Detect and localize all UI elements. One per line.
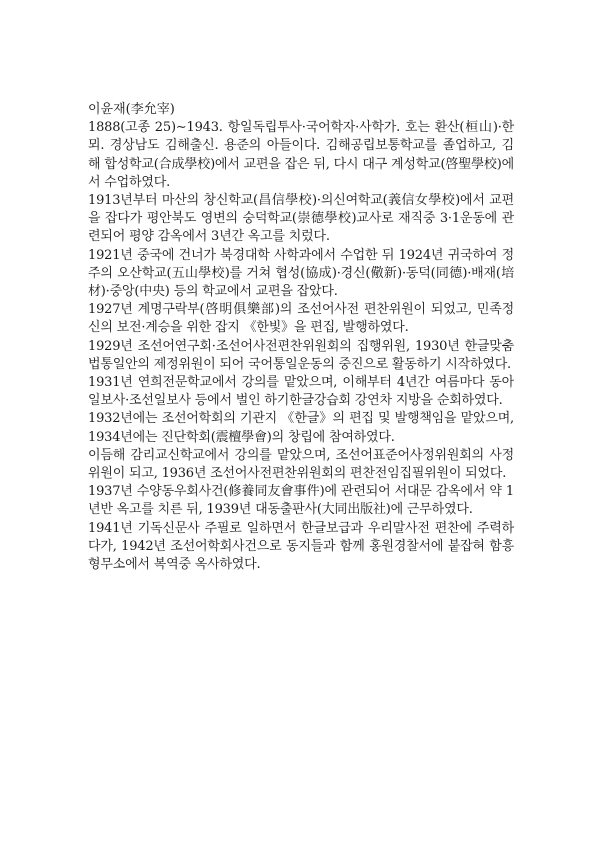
paragraph-1: 1888(고종 25)∼1943. 항일독립투사·국어학자·사학가. 호는 환산(桓山)·한뫼. 경상남도 김해출신. 용준의 아들이다. 김해공립보통학교를 졸업하고, 김해 합성학교(合成學校)에서 교편을 잡은 뒤, 다시 대구 계성학교(啓聖學校)에서 수업하였다. [88, 120, 514, 190]
paragraph-9: 1937년 수양동우회사건(修養同友會事件)에 관련되어 서대문 감옥에서 약 1년반 옥고를 치른 뒤, 1939년 대동출판사(大同出版社)에 근무하였다. [88, 484, 514, 518]
paragraph-3: 1921년 중국에 건너가 북경대학 사학과에서 수업한 뒤 1924년 귀국하여 정주의 오산학교(五山學校)를 거쳐 협성(協成)·경신(儆新)·동덕(同德)·배재(培材)·중앙(中央) 등의 학교에서 교편을 잡았다. [88, 247, 514, 300]
document-title: 이윤재(李允宰) [88, 102, 175, 117]
paragraph-2: 1913년부터 마산의 창신학교(昌信學校)·의신여학교(義信女學校)에서 교편을 잡다가 평안북도 영변의 숭덕학교(崇德學校)교사로 재직중 3·1운동에 관련되어 평양 감옥에서 3년간 옥고를 치렀다. [88, 193, 514, 245]
paragraph-7: 1932년에는 조선어학회의 기관지 《한글》의 편집 및 발행책임을 맡았으며, 1934년에는 진단학회(震檀學會)의 창립에 참여하였다. [88, 411, 514, 445]
paragraph-10: 1941년 기독신문사 주필로 일하면서 한글보급과 우리말사전 편찬에 주력하다가, 1942년 조선어학회사건으로 동지들과 함께 홍원경찰서에 붙잡혀 함흥형무소에서 복역중 옥사하였다. [88, 520, 514, 573]
paragraph-4: 1927년 계명구락부(啓明俱樂部)의 조선어사전 편찬위원이 되었고, 민족정신의 보전·계승을 위한 잡지 《한빛》을 편집, 발행하였다. [88, 302, 514, 336]
document-page [88, 101, 514, 574]
paragraph-8: 이듬해 감리교신학교에서 강의를 맡았으며, 조선어표준어사정위원회의 사정위원이 되고, 1936년 조선어사전편찬위원회의 편찬전임집필위원이 되었다. [88, 447, 514, 482]
paragraph-5: 1929년 조선어연구회·조선어사전편찬위원회의 집행위원, 1930년 한글맞춤법통일안의 제정위원이 되어 국어통일운동의 중진으로 활동하기 시작하였다. [88, 338, 514, 372]
paragraph-6: 1931년 연희전문학교에서 강의를 맡았으며, 이해부터 4년간 여름마다 동아일보사·조선일보사 등에서 벌인 하기한글강습회 강연차 지방을 순회하였다. [88, 375, 514, 409]
